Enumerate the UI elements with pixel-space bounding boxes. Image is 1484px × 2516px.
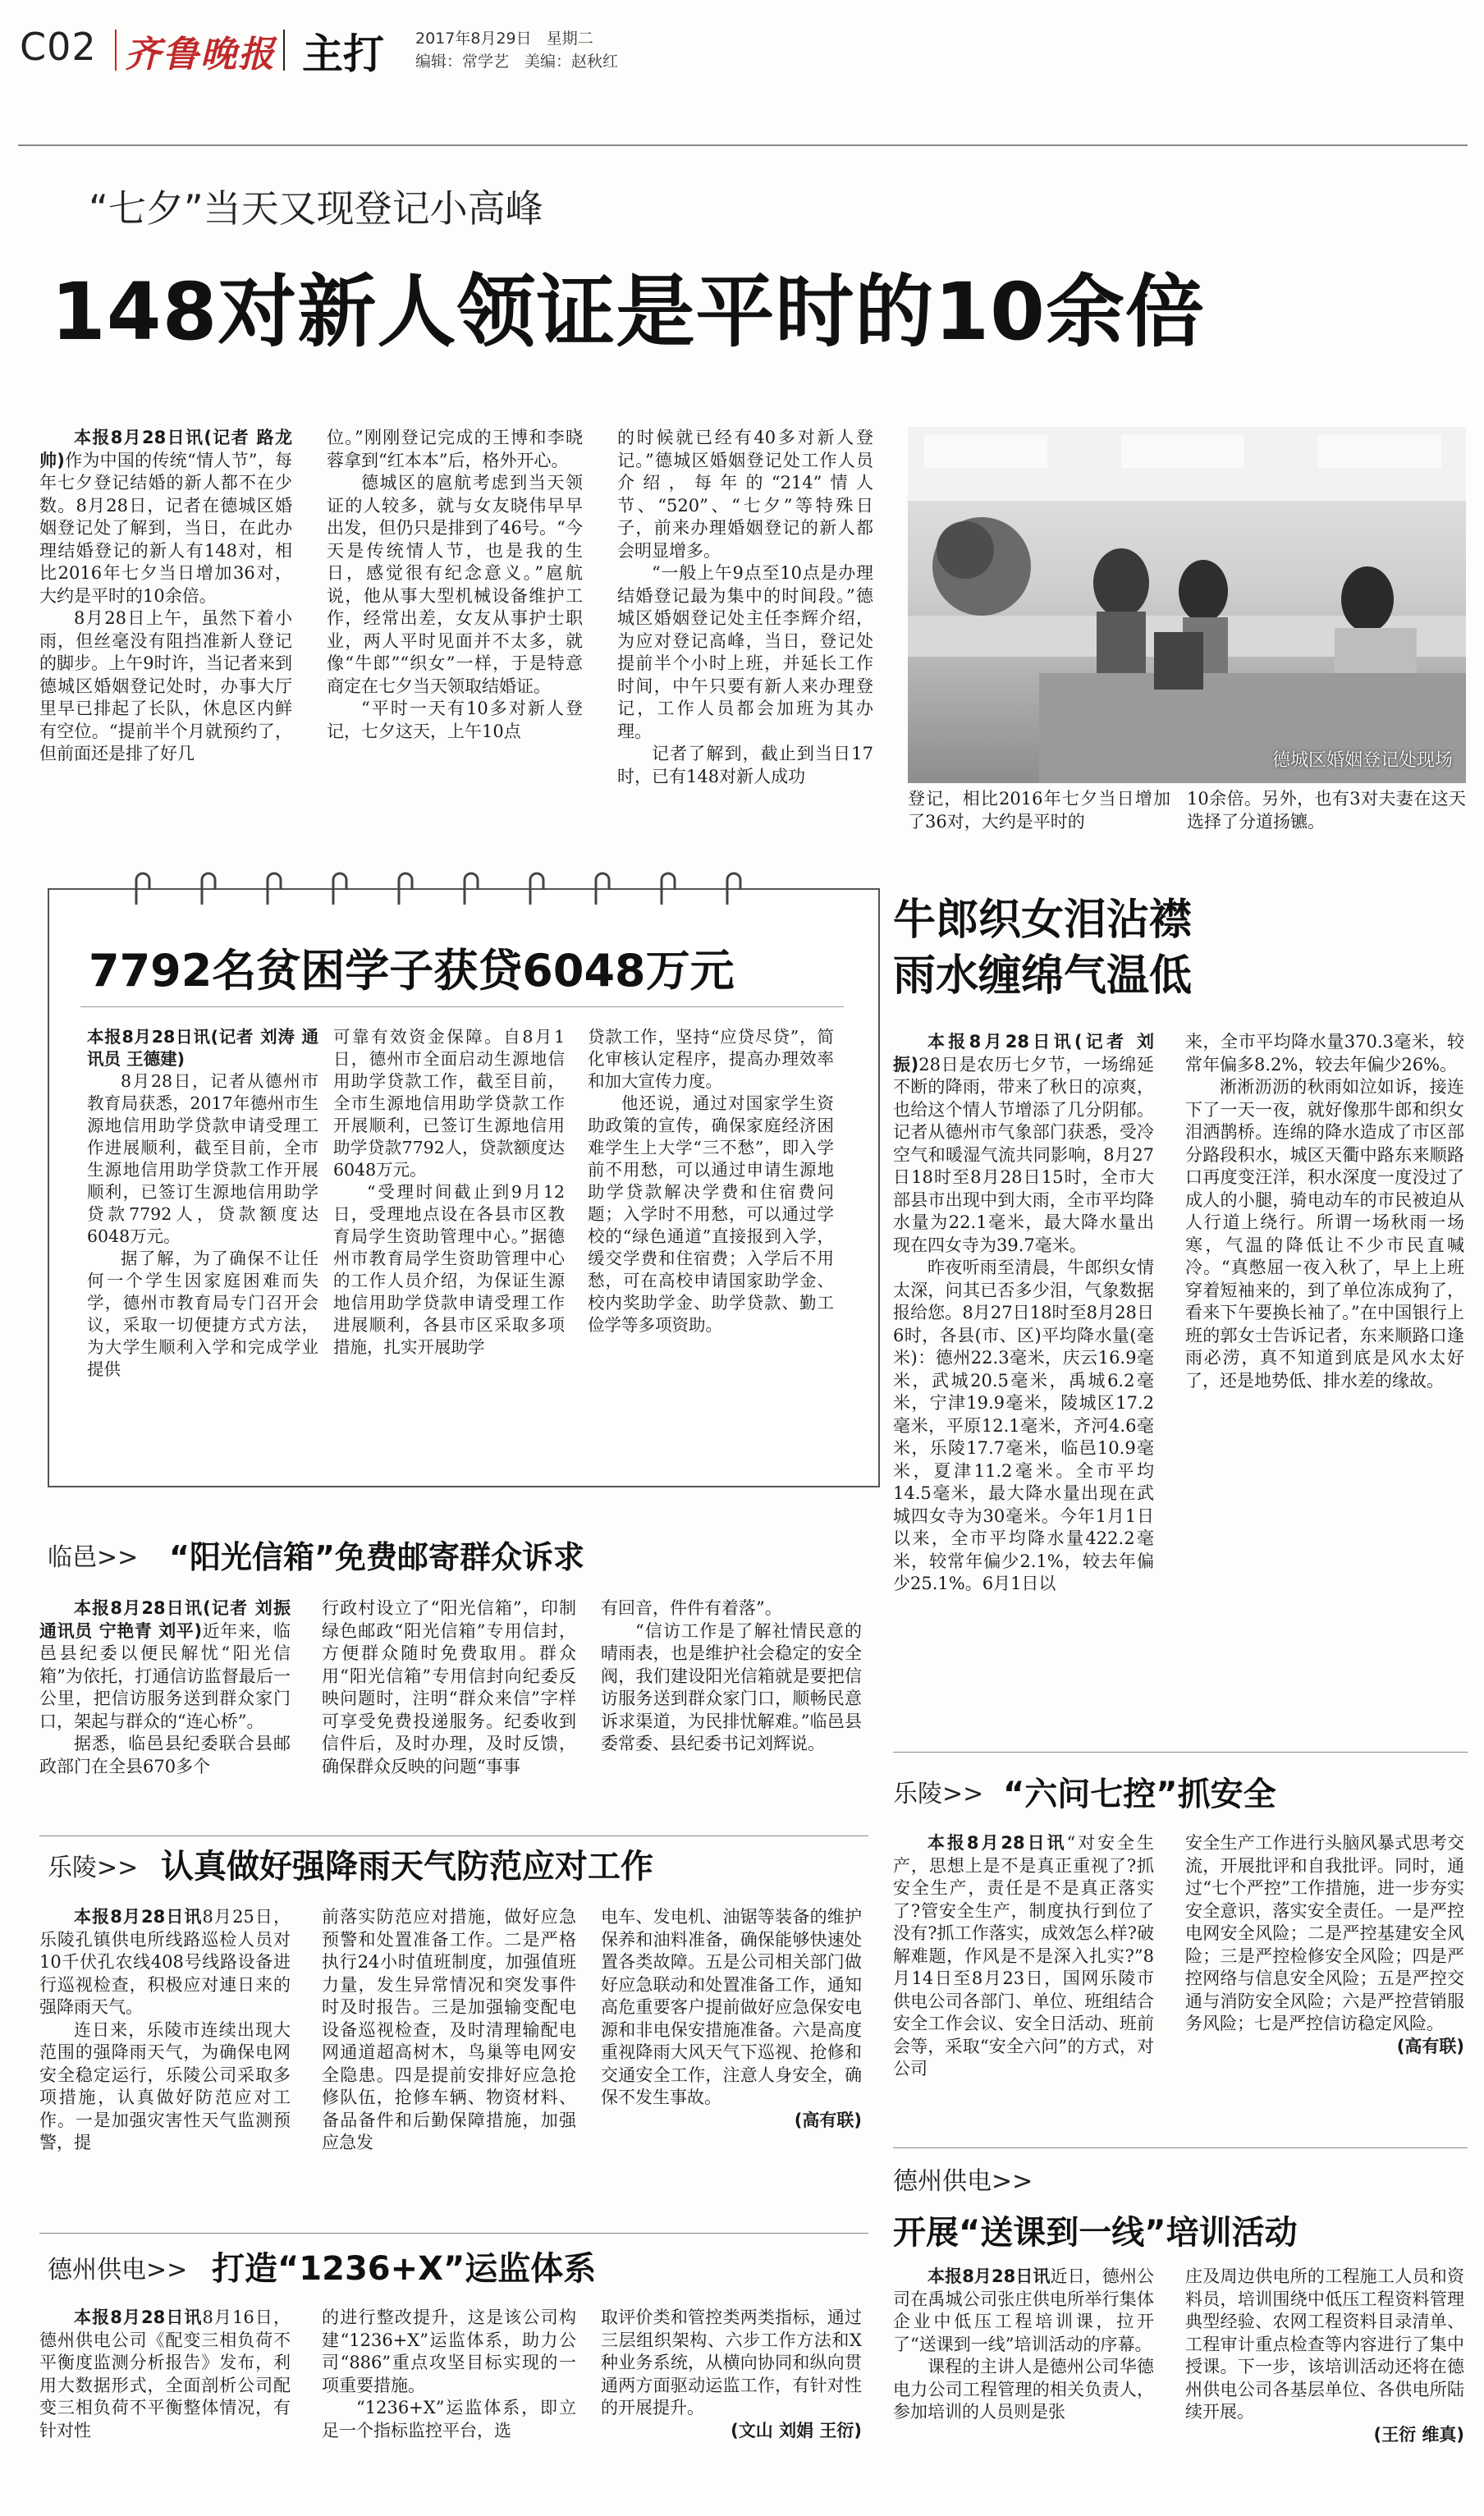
laoling-weather-p2: 连日来，乐陵市连续出现大范围的强降雨天气，为确保电网安全稳定运行，乐陵公司采取多项措施，认真做好防范应对工作。一是加强灾害性天气监测预警，提 (39, 2019, 291, 2152)
loan-rule (80, 1006, 844, 1007)
dezhou-training-signature: (王衍 维真) (1373, 2424, 1464, 2445)
loan-p3: 可靠有效资金保障。自8月1日，德州市全面启动生源地信用助学贷款工作，截至目前，全市生源地信用助学贷款工作开展顺利，已签订生源地信用助学贷款7792人，贷款额度达6048万元。 (333, 1027, 565, 1180)
weather-p3: 来，全市平均降水量370.3毫米，较常年偏多8.2%，较去年偏少26%。 (1185, 1032, 1464, 1075)
loan-p2: 据了解，为了确保不让任何一个学生因家庭困难而失学，德州市教育局专门召开会议，采取一切便捷方式方法，为大学生顺利入学和完成学业提供 (87, 1249, 318, 1379)
lead-p9: 登记，相比2016年七夕当日增加了36对，大约是平时的 (908, 789, 1170, 832)
dezhou-monitor-col-3 (601, 2307, 862, 2500)
weather-p2: 昨夜听雨至清晨，牛郎织女情太深，问其已否多少泪，气象数据报给您。8月27日18时至8月28日6时，各县(市、区)平均降水量(毫米)：德州22.3毫米，庆云16.9毫米，武城20.5毫米，禹城6.2毫米，宁津19.9毫米，陵城区17.2毫米，平原12.1毫米，齐河4.6毫米，乐陵17.7毫米，临邑10.9毫米，夏津11.2毫米。全市平均14.5毫米，最大降水量出现在武城四女寺为30毫米。今年1月1日以来，全市平均降水量422.2毫米，较常年偏少2.1%，较去年偏少25.1%。6月1日以 (893, 1258, 1154, 1593)
lead-p4: 德城区的扈航考虑到当天领证的人较多，就与女友晓伟早早出发，但仍只是排到了46号。“今天是传统情人节，也是我的生日，感觉很有纪念意义。”扈航说，他从事大型机械设备维护工作，经常出差，女友从事护士职业，两人平时见面并不太多，就像“牛郎”“织女”一样，于是特意商定在七夕当天领取结婚证。 (327, 473, 583, 696)
left-rule-2 (39, 2233, 868, 2234)
laoling-weather-dateline: 本报8月28日讯 (74, 1907, 203, 1927)
linyi-p3: 行政村设立了“阳光信箱”，印制绿色邮政“阳光信箱”专用信封，方便群众随时免费取用。群众用“阳光信箱”专用信封向纪委反映问题时，注明“群众来信”字样可享受免费投递服务。纪委收到信件后，及时办理，及时反馈，确保群众反映的问题“事事 (322, 1598, 576, 1776)
weather-headline-1: 牛郎织女泪沾襟 (893, 896, 1193, 945)
weather-headline-2: 雨水缠绵气温低 (893, 951, 1193, 1001)
dezhou-training-kicker: 德州供电>> (893, 2167, 1033, 2196)
loan-col-1 (87, 1026, 318, 1469)
lead-p7: “一般上午9点至10点是办理结婚登记最为集中的时间段。”德城区婚姻登记处主任李辉介绍，为应对登记高峰，当日，登记处提前半个小时上班，并延长工作时间，中午只要有新人来办理登记，工作人员都会加班为其办理。 (617, 563, 873, 741)
lead-kicker: “七夕”当天又现登记小高峰 (89, 186, 543, 231)
dezhou-monitor-p4: 取评价类和管控类两类指标，通过三层组织架构、六步工作方法和X种业务系统，从横向协同和纵向贯通两方面驱动运监工作，有针对性的开展提升。 (601, 2307, 862, 2417)
right-rule-2 (893, 2147, 1468, 2148)
section-title: 主打 (302, 30, 384, 78)
lead-p8: 记者了解到，截止到当日17时，已有148对新人成功 (617, 744, 873, 786)
dezhou-monitor-p3: “1236+X”运监体系，即立足一个指标监控平台，选 (322, 2398, 576, 2440)
laoling-weather-headline: 认真做好强降雨天气防范应对工作 (161, 1848, 653, 1886)
weather-dateline: 本报8月28日讯(记者 刘振) (893, 1032, 1154, 1075)
loan-p5: 贷款工作，坚持“应贷尽贷”，简化审核认定程序，提高办理效率和加大宣传力度。 (588, 1027, 834, 1091)
linyi-p4: 有回音，件件有着落”。 (601, 1598, 782, 1618)
lead-p2: 8月28日上午，虽然下着小雨，但丝毫没有阻挡准新人登记的脚步。上午9时许，当记者来到德城区婚姻登记处时，办事大厅里早已排起了长队，休息区内鲜有空位。“提前半个月就预约了，但前面还是排了好几 (39, 608, 292, 763)
linyi-col-3 (601, 1597, 862, 1832)
notepad-rings (48, 862, 877, 911)
laoling-safety-kicker: 乐陵>> (893, 1780, 984, 1808)
laoling-weather-col-2 (322, 1906, 576, 2221)
loan-col-3 (588, 1026, 834, 1469)
lead-p10: 10余倍。另外，也有3对夫妻在这天选择了分道扬镳。 (1187, 789, 1466, 832)
dezhou-training-col-2 (1185, 2266, 1464, 2500)
laoling-weather-signature: (高有联) (794, 2110, 862, 2130)
dezhou-monitor-signature: (文山 刘娟 王衍) (731, 2420, 862, 2440)
lead-p1: 作为中国的传统“情人节”，每年七夕登记结婚的新人都不在少数。8月28日，记者在德城区婚姻登记处了解到，当日，在此办理结婚登记的新人有148对，相比2016年七夕当日增加36对，大约是平时的10余倍。 (39, 450, 292, 606)
loan-p1: 8月28日，记者从德州市教育局获悉，2017年德州市生源地信用助学贷款申请受理工作进展顺利，截至目前，全市生源地信用助学贷款工作开展顺利，已签订生源地信用助学贷款7792人，贷款额度达6048万元。 (87, 1071, 318, 1246)
dezhou-training-headline: 开展“送课到一线”培训活动 (893, 2214, 1298, 2252)
laoling-weather-p1: 8月25日，乐陵孔镇供电所线路巡检人员对10千伏孔农线408号线路设备进行巡视检查，积极应对連日来的强降雨天气。 (39, 1907, 291, 2017)
laoling-safety-dateline: 本报8月28日讯 (928, 1833, 1067, 1853)
dezhou-monitor-p2: 的进行整改提升，这是该公司构建“1236+X”运监体系，助力公司“886”重点攻坚目标实现的一项重要措施。 (322, 2307, 576, 2395)
laoling-safety-p2: 安全生产工作进行头脑风暴式思考交流，开展批评和自我批评。同时，通过“七个严控”工作措施，进一步夯实安全意识，落实安全责任。一是严控电网安全风险；二是严控基建安全风险；三是严控检修安全风险；四是严控网络与信息安全风险；五是严控交通与消防安全风险；六是严控营销服务风险；七是严控信访稳定风险。 (1185, 1833, 1464, 2033)
right-rule-1 (893, 1752, 1468, 1753)
weather-col-1 (893, 1031, 1154, 1729)
paper-logo: 齐鲁晚报 (125, 34, 276, 76)
lead-col-3 (617, 427, 873, 850)
laoling-safety-p1: “对安全生产，思想上是不是真正重视了?抓安全生产，责任是不是真正落实了?管安全生产，制度执行到位了没有?抓工作落实，成效怎么样?破解难题，作风是不是深入扎实?”8月14日至8月23日，国网乐陵市供电公司各部门、单位、班组结合安全工作会议、安全日活动、班前会等，采取“安全六问”的方式，对公司 (893, 1833, 1154, 2078)
laoling-weather-col-3 (601, 1906, 862, 2221)
linyi-p2: 据悉，临邑县纪委联合县邮政部门在全县670多个 (39, 1734, 291, 1776)
lead-col-1 (39, 427, 292, 850)
lead-p3: 位。”刚刚登记完成的王博和李晓蓉拿到“红本本”后，格外开心。 (327, 428, 583, 470)
linyi-p5: “信访工作是了解社情民意的晴雨表，也是维护社会稳定的安全阀，我们建设阳光信箱就是要把信访服务送到群众家门口，顺畅民意诉求渠道，为民排忧解难。”临邑县委常委、县纪委书记刘辉说。 (601, 1620, 862, 1753)
linyi-dateline: 本报8月28日讯(记者 刘振 通讯员 宁艳青 刘平) (39, 1598, 291, 1641)
loan-dateline: 本报8月28日讯(记者 刘涛 通讯员 王德建) (87, 1027, 318, 1069)
linyi-p1: 近年来，临邑县纪委以便民解忧“阳光信箱”为依托，打通信访监督最后一公里，把信访服务送到群众家门口，架起与群众的“连心桥”。 (39, 1620, 291, 1731)
lead-dateline: 本报8月28日讯(记者 路龙帅) (39, 428, 292, 470)
linyi-col-1 (39, 1597, 291, 1832)
weekday: 星期二 (546, 30, 593, 48)
linyi-col-2 (322, 1597, 576, 1832)
laoling-weather-col-1 (39, 1906, 291, 2221)
dezhou-monitor-dateline: 本报8月28日讯 (74, 2307, 203, 2327)
laoling-weather-p4: 电车、发电机、油锯等装备的维护保养和油料准备，确保能够快速处置各类故障。五是公司相关部门做好应急联动和处置准备工作，通知高危重要客户提前做好应急保安电源和非电保安措施准备。六是高度重视降雨大风天气下巡视、抢修和交通安全工作，注意人身安全，确保不发生事故。 (601, 1907, 862, 2107)
masthead-rule (18, 144, 1468, 146)
left-rule-1 (39, 1835, 868, 1836)
masthead-divider-2 (283, 30, 285, 71)
dezhou-training-col-1 (893, 2266, 1154, 2500)
editor-line: 编辑：常学艺 美编：赵秋红 (415, 53, 619, 71)
loan-p4: “受理时间截止到9月12日，受理地点设在各县市区教育局学生资助管理中心。”据德州市教育局学生资助管理中心的工作人员介绍，为保证生源地信用助学贷款申请受理工作进展顺利，各县市区采取多项措施，扎实开展助学 (333, 1182, 565, 1357)
laoling-safety-signature: (高有联) (1396, 2036, 1464, 2056)
laoling-weather-p3: 前落实防范应对措施，做好应急预警和处置准备工作。二是严格执行24小时值班制度，加强值班力量，发生异常情况和突发事件时及时报告。三是加强输变配电设备巡视检查，及时清理输配电网通道超高树木，鸟巢等电网安全隐患。四是提前安排好应急抢修队伍，抢修车辆、物资材料、备品备件和后勤保障措施，加强应急发 (322, 1907, 576, 2152)
lead-photo (908, 427, 1466, 783)
dezhou-training-p3: 庄及周边供电所的工程施工人员和资料员，培训围绕中低压工程资料管理典型经验、农网工程资料目录清单、工程审计重点检查等内容进行了集中授课。下一步，该培训活动还将在德州供电公司各基层单位、各供电所陆续开展。 (1185, 2266, 1464, 2422)
loan-col-2 (333, 1026, 565, 1469)
lead-p6: 的时候就已经有40多对新人登记。”德城区婚姻登记处工作人员介绍，每年的“214”情人节、“520”、“七夕”等特殊日子，前来办理婚姻登记的新人都会明显增多。 (617, 428, 873, 561)
weather-col-2 (1185, 1031, 1464, 1540)
weather-p1: 28日是农历七夕节，一场绵延不断的降雨，带来了秋日的凉爽，也给这个情人节增添了几分阴郁。记者从德州市气象部门获悉，受冷空气和暖湿气流共同影响，8月27日18时至8月28日15时，全市大部县市出现中到大雨，全市平均降水量为22.1毫米，最大降水量出现在四女寺为39.7毫米。 (893, 1054, 1154, 1255)
laoling-safety-col-1 (893, 1832, 1154, 2136)
photo-illustration (908, 427, 1466, 783)
loan-headline: 7792名贫困学子获贷6048万元 (89, 945, 735, 997)
page-code: C02 (20, 25, 97, 69)
dezhou-training-dateline: 本报8月28日讯 (928, 2266, 1051, 2286)
linyi-kicker: 临邑>> (48, 1543, 139, 1572)
photo-caption: 德城区婚姻登记处现场 (1271, 750, 1453, 771)
dezhou-training-p1: 近日，德州公司在禹城公司张庄供电所举行集体企业中低压工程培训课，拉开了“送课到一线”培训活动的序幕。 (893, 2266, 1154, 2354)
dezhou-monitor-kicker: 德州供电>> (48, 2256, 188, 2285)
issue-date (415, 26, 593, 48)
lead-col-5 (1187, 788, 1466, 852)
dezhou-training-p2: 课程的主讲人是德州公司华德电力公司工程管理的相关负责人，参加培训的人员则是张 (893, 2357, 1154, 2422)
laoling-safety-headline: “六问七控”抓安全 (1003, 1776, 1276, 1813)
notepad-rings-illustration (48, 862, 877, 911)
dezhou-monitor-col-2 (322, 2307, 576, 2500)
masthead-divider (115, 30, 117, 71)
dezhou-monitor-p1: 8月16日，德州供电公司《配变三相负荷不平衡度监测分析报告》发布，利用大数据形式，全面剖析公司配变三相负荷不平衡整体情况，有针对性 (39, 2307, 291, 2440)
lead-col-4 (908, 788, 1170, 852)
date: 2017年8月29日 (415, 30, 532, 48)
dezhou-monitor-headline: 打造“1236+X”运监体系 (212, 2250, 597, 2288)
laoling-weather-kicker: 乐陵>> (48, 1854, 139, 1882)
lead-headline: 148对新人领证是平时的10余倍 (51, 266, 1205, 358)
linyi-headline: “阳光信箱”免费邮寄群众诉求 (169, 1539, 584, 1575)
dezhou-monitor-col-1 (39, 2307, 291, 2500)
lead-p5: “平时一天有10多对新人登记，七夕这天，上午10点 (327, 699, 583, 741)
weather-p4: 淅淅沥沥的秋雨如泣如诉，接连下了一天一夜，就好像那牛郎和织女泪洒鹊桥。连绵的降水造成了市区部分路段积水，城区天衢中路东来顺路口再度变汪洋，积水深度一度没过了成人的小腿，骑电动车的市民被迫从人行道上绕行。所谓一场秋雨一场寒，气温的降低让不少市民直喊冷。“真憋屈一夜入秋了，早上上班穿着短袖来的，到了单位冻成狗了，看来下午要换长袖了。”在中国银行上班的郭女士告诉记者，东来顺路口逢雨必涝，真不知道到底是风水太好了，还是地势低、排水差的缘故。 (1185, 1077, 1464, 1391)
loan-p6: 他还说，通过对国家学生资助政策的宣传，确保家庭经济困难学生上大学“三不愁”，即入学前不用愁，可以通过申请生源地助学贷款解决学费和住宿费问题；入学时不用愁，可以通过学校的“绿色通道”直接报到入学，缓交学费和住宿费；入学后不用愁，可在高校申请国家助学金、校内奖助学金、助学贷款、勤工俭学等多项资助。 (588, 1093, 834, 1335)
laoling-safety-col-2 (1185, 1832, 1464, 2136)
lead-col-2 (327, 427, 583, 850)
